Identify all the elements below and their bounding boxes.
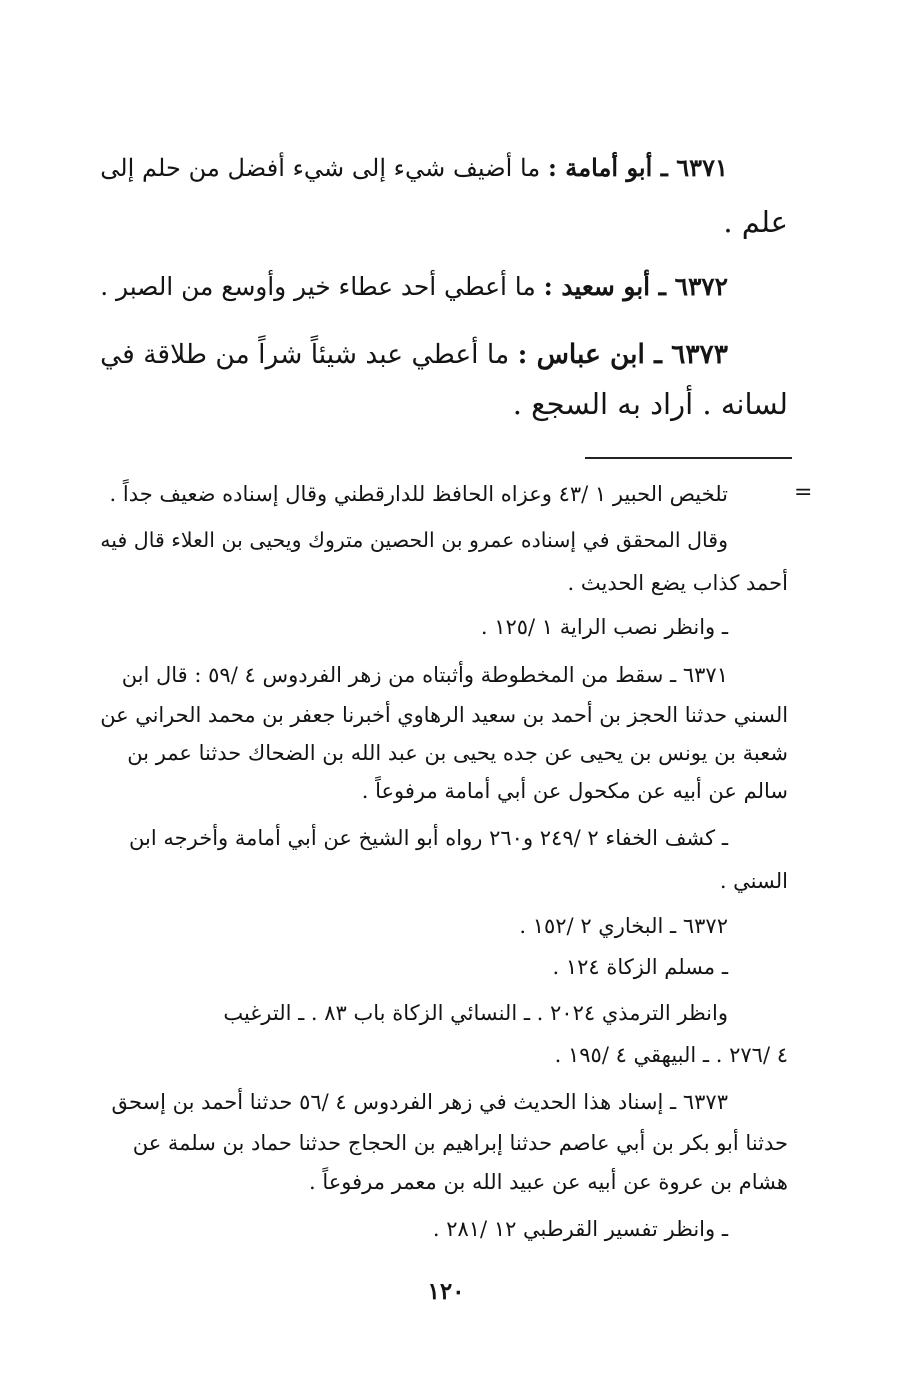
footnote-line: ـ كشف الخفاء ٢ /٢٤٩ و٢٦٠ رواه أبو الشيخ عن أبي أمامة وأخرجه ابن xyxy=(129,826,728,850)
entry-6371-text: ما أضيف شيء إلى شيء أفضل من حلم إلى xyxy=(100,154,541,182)
footnote-line: السني حدثنا الحجز بن أحمد بن سعيد الرهاوي أخبرنا جعفر بن محمد الحراني عن xyxy=(100,703,788,727)
footnote-line: وانظر الترمذي ٢٠٢٤ . ـ النسائي الزكاة باب ٨٣ . ـ الترغيب xyxy=(223,1001,728,1025)
entry-6371-heading: ٦٣٧١ ـ أبو أمامة : xyxy=(547,153,728,182)
entry-6372-line-1 xyxy=(100,272,728,301)
entry-6373-line-1 xyxy=(100,339,728,370)
footnote-line: هشام بن عروة عن أبيه عن عبيد الله بن معمر مرفوعاً . xyxy=(309,1170,788,1194)
footnote-line: ٦٣٧١ ـ سقط من المخطوطة وأثبتاه من زهر الفردوس ٤ /٥٩ : قال ابن xyxy=(121,663,728,687)
footnote-line: تلخيص الحبير ١ /٤٣ وعزاه الحافظ للدارقطني وقال إسناده ضعيف جداً . xyxy=(109,482,728,506)
footnote-line: وقال المحقق في إسناده عمرو بن الحصين متروك ويحيى بن العلاء قال فيه xyxy=(100,528,728,552)
entry-6373-heading: ٦٣٧٣ ـ ابن عباس : xyxy=(517,339,728,370)
footnote-line: ـ مسلم الزكاة ١٢٤ . xyxy=(552,955,728,979)
footnote-line: أحمد كذاب يضع الحديث . xyxy=(567,571,788,595)
entry-6372-text: ما أعطي أحد عطاء خير وأوسع من الصبر . xyxy=(100,272,536,301)
footnote-line: ـ وانظر تفسير القرطبي ١٢ /٢٨١ . xyxy=(432,1217,728,1241)
footnote-line: ٦٣٧٣ ـ إسناد هذا الحديث في زهر الفردوس ٤ /٥٦ حدثنا أحمد بن إسحق xyxy=(111,1090,728,1114)
footnote-line: شعبة بن يونس بن يحيى عن جده يحيى بن عبد الله بن الضحاك حدثنا عمر بن xyxy=(127,741,788,765)
entry-6373-line-2: لسانه . أراد به السجع . xyxy=(512,387,788,421)
page-number: ١٢٠ xyxy=(427,1278,465,1305)
footnote-line: سالم عن أبيه عن مكحول عن أبي أمامة مرفوعاً . xyxy=(361,779,788,803)
footnote-line: ـ وانظر نصب الراية ١ /١٢٥ . xyxy=(480,615,728,639)
footnote-line: السني . xyxy=(719,869,788,893)
continuation-mark: = xyxy=(794,480,813,505)
entry-6371-line-2: علم . xyxy=(723,205,788,239)
footnote-line: ٤ /٢٧٦ . ـ البيهقي ٤ /١٩٥ . xyxy=(554,1043,788,1067)
footnote-line: ٦٣٧٢ ـ البخاري ٢ /١٥٢ . xyxy=(519,914,728,938)
entry-6373-text: ما أعطي عبد شيئاً شراً من طلاقة في xyxy=(100,339,510,370)
entry-6371-line-1 xyxy=(100,153,728,182)
entry-6372-heading: ٦٣٧٢ ـ أبو سعيد : xyxy=(543,272,728,301)
footnote-separator xyxy=(585,457,792,459)
footnote-line: حدثنا أبو بكر بن أبي عاصم حدثنا إبراهيم بن الحجاج حدثنا حماد بن سلمة عن xyxy=(132,1131,788,1155)
